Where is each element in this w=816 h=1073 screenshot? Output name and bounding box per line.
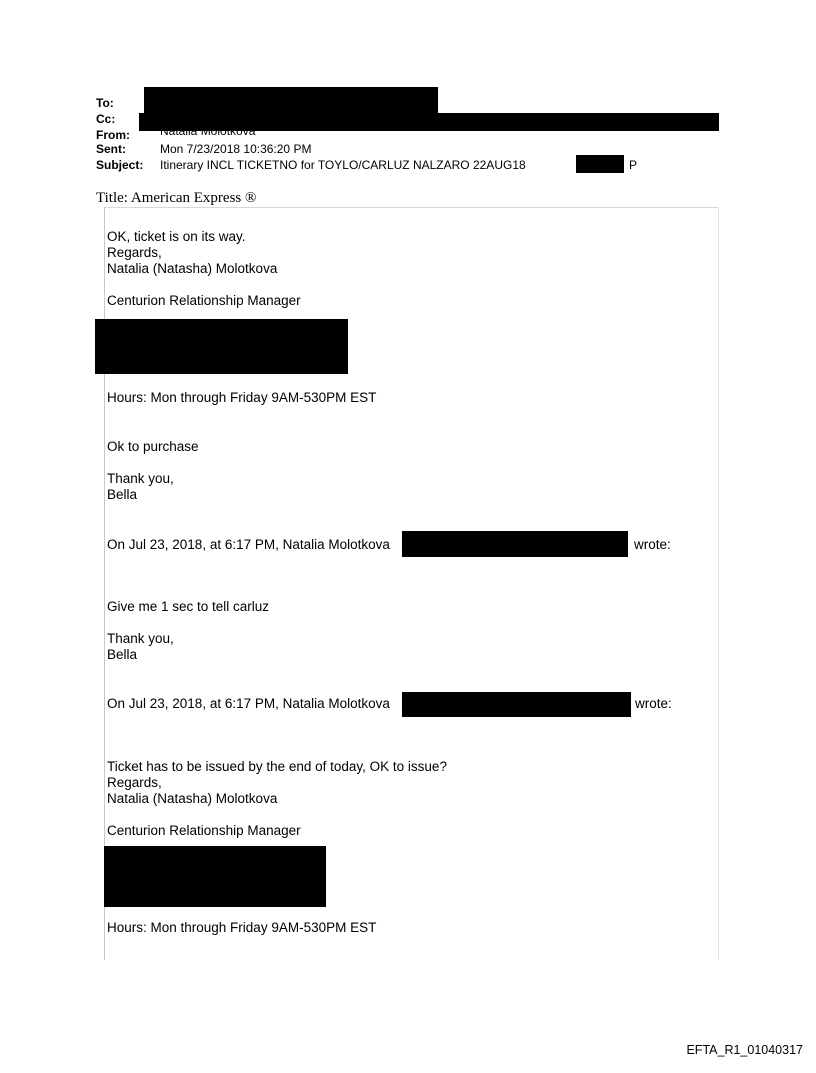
hours-2: Hours: Mon through Friday 9AM-530PM EST [107,920,377,935]
redaction-subject [576,155,624,173]
signoff3-line-1: Thank you, [107,631,174,646]
hours-1: Hours: Mon through Friday 9AM-530PM EST [107,390,377,405]
reply1-line-2: Regards, [107,245,162,260]
quote-intro-2: On Jul 23, 2018, at 6:17 PM, Natalia Molotkova [107,696,390,711]
quote-wrote-1: wrote: [634,537,671,552]
sent-value: Mon 7/23/2018 10:36:20 PM [160,142,312,156]
subject-value: Itinerary INCL TICKETNO for TOYLO/CARLUZ NALZARO 22AUG18 [160,158,526,172]
title-line: Title: American Express ® [96,190,257,206]
signoff2-line-1: Thank you, [107,471,174,486]
signature-role-2: Centurion Relationship Manager [107,823,301,838]
reply2: Ok to purchase [107,439,199,454]
from-value-text: Natalia Molotkova [160,124,256,138]
signoff2-line-2: Bella [107,487,138,502]
from-label: From: [96,128,130,142]
subject-suffix: P [629,158,638,172]
to-label: To: [96,96,114,110]
signature-role-1: Centurion Relationship Manager [107,293,301,308]
redaction-email-1 [402,531,628,557]
document-id: EFTA_R1_01040317 [686,1043,803,1057]
message-frame-top [104,207,719,208]
from-value [160,124,256,138]
redaction-signature-1 [95,319,348,374]
cc-label: Cc: [96,112,116,126]
message-frame-right [718,207,719,960]
subject-label: Subject: [96,158,144,172]
quote-wrote-2: wrote: [635,696,672,711]
reply4-line-1: Ticket has to be issued by the end of today, OK to issue? [107,759,447,774]
redaction-email-2 [402,692,631,717]
quote-intro-1: On Jul 23, 2018, at 6:17 PM, Natalia Molotkova [107,537,390,552]
sent-label: Sent: [96,142,126,156]
reply3: Give me 1 sec to tell carluz [107,599,270,614]
reply1-line-1: OK, ticket is on its way. [107,229,246,244]
reply4-line-2: Regards, [107,775,162,790]
reply1-line-3: Natalia (Natasha) Molotkova [107,261,278,276]
reply4-line-3: Natalia (Natasha) Molotkova [107,791,278,806]
redaction-signature-2 [104,846,326,907]
redaction-to [144,87,438,113]
signoff3-line-2: Bella [107,647,138,662]
